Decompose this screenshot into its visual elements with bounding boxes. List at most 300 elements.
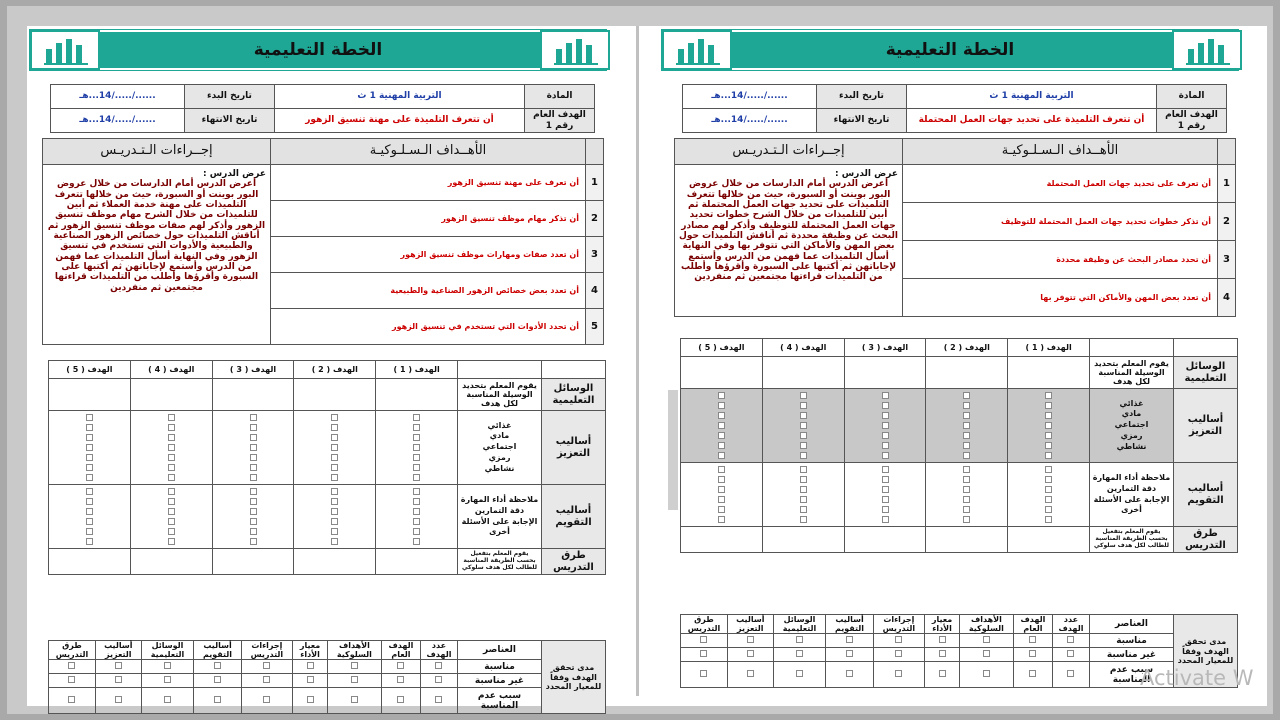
checkbox[interactable] xyxy=(351,676,358,683)
checkbox[interactable] xyxy=(331,474,338,481)
checkbox[interactable] xyxy=(250,528,257,535)
checkbox[interactable] xyxy=(882,442,889,449)
checkbox[interactable] xyxy=(895,650,902,657)
reinforce-cell xyxy=(762,389,844,463)
element-header: الهدف العام xyxy=(381,641,420,660)
checkbox[interactable] xyxy=(796,636,803,643)
coverage-cell[interactable] xyxy=(1013,648,1052,662)
checkbox[interactable] xyxy=(86,528,93,535)
coverage-cell[interactable] xyxy=(1013,662,1052,688)
checkbox[interactable] xyxy=(1045,452,1052,459)
checkbox[interactable] xyxy=(1067,650,1074,657)
evaluate-cell xyxy=(681,463,763,527)
checkbox[interactable] xyxy=(718,432,725,439)
checkbox[interactable] xyxy=(747,636,754,643)
means-cell[interactable] xyxy=(1008,357,1090,389)
evaluate-item: أخرى xyxy=(1121,505,1142,515)
reinforce-item: غذائي xyxy=(487,420,512,430)
checkbox[interactable] xyxy=(86,474,93,481)
row-unsuitable: غير مناسبة xyxy=(1090,648,1174,662)
checkbox[interactable] xyxy=(68,662,75,669)
checkbox[interactable] xyxy=(168,434,175,441)
checkbox[interactable] xyxy=(168,538,175,545)
checkbox[interactable] xyxy=(1045,486,1052,493)
element-header: الأهداف السلوكية xyxy=(959,615,1013,634)
checkbox[interactable] xyxy=(214,696,221,703)
checkbox[interactable] xyxy=(1045,442,1052,449)
reinforce-list xyxy=(1090,389,1174,463)
checkbox[interactable] xyxy=(413,424,420,431)
checkbox[interactable] xyxy=(963,392,970,399)
checkbox[interactable] xyxy=(168,444,175,451)
checkbox[interactable] xyxy=(250,434,257,441)
checkbox[interactable] xyxy=(1045,466,1052,473)
checkbox[interactable] xyxy=(413,464,420,471)
checkbox[interactable] xyxy=(168,508,175,515)
checkbox[interactable] xyxy=(413,444,420,451)
element-header: أساليب التقويم xyxy=(194,641,241,660)
methods-cell[interactable] xyxy=(844,527,926,553)
evaluation-table xyxy=(48,360,606,575)
checkbox[interactable] xyxy=(331,434,338,441)
checkbox[interactable] xyxy=(435,676,442,683)
coverage-cell[interactable] xyxy=(381,660,420,674)
coverage-cell[interactable] xyxy=(681,648,728,662)
checkbox[interactable] xyxy=(168,518,175,525)
checkbox[interactable] xyxy=(1045,506,1052,513)
checkbox[interactable] xyxy=(939,636,946,643)
checkbox[interactable] xyxy=(800,452,807,459)
checkbox[interactable] xyxy=(413,454,420,461)
checkbox[interactable] xyxy=(331,508,338,515)
methods-cell[interactable] xyxy=(1008,527,1090,553)
means-sub: يقوم المعلم بتحديد الوسيلة المناسبة لكل هدف xyxy=(1090,357,1174,389)
checkbox[interactable] xyxy=(718,402,725,409)
methods-cell[interactable] xyxy=(681,527,763,553)
means-sub: يقوم المعلم بتحديد الوسيلة المناسبة لكل هدف xyxy=(458,379,542,411)
end-date-value: ....../...../14...هـ xyxy=(51,109,185,133)
methods-cell[interactable] xyxy=(926,527,1008,553)
methods-cell[interactable] xyxy=(762,527,844,553)
coverage-cell[interactable] xyxy=(727,648,773,662)
checkbox[interactable] xyxy=(1045,402,1052,409)
checkbox[interactable] xyxy=(331,454,338,461)
evaluate-item: الإجابة على الأسئلة xyxy=(461,516,538,526)
evaluate-item: أخرى xyxy=(489,527,510,537)
checkbox[interactable] xyxy=(168,528,175,535)
checkbox[interactable] xyxy=(413,508,420,515)
means-cell[interactable] xyxy=(844,357,926,389)
checkbox[interactable] xyxy=(307,696,314,703)
coverage-cell[interactable] xyxy=(1013,634,1052,648)
checkbox[interactable] xyxy=(250,474,257,481)
checkbox[interactable] xyxy=(168,414,175,421)
coverage-cell[interactable] xyxy=(381,674,420,688)
coverage-cell[interactable] xyxy=(241,660,293,674)
checkbox[interactable] xyxy=(939,670,946,677)
coverage-cell[interactable] xyxy=(826,648,873,662)
checkbox[interactable] xyxy=(846,670,853,677)
checkbox[interactable] xyxy=(800,412,807,419)
means-cell[interactable] xyxy=(926,357,1008,389)
checkbox[interactable] xyxy=(250,498,257,505)
checkbox[interactable] xyxy=(86,488,93,495)
coverage-cell[interactable] xyxy=(327,688,381,714)
chart-logo-icon xyxy=(540,30,610,70)
checkbox[interactable] xyxy=(263,676,270,683)
checkbox[interactable] xyxy=(747,670,754,677)
checkbox[interactable] xyxy=(800,516,807,523)
checkbox[interactable] xyxy=(214,676,221,683)
checkbox[interactable] xyxy=(963,452,970,459)
coverage-cell[interactable] xyxy=(1052,662,1089,688)
checkbox[interactable] xyxy=(963,476,970,483)
checkbox[interactable] xyxy=(435,696,442,703)
evaluate-cell xyxy=(762,463,844,527)
checkbox[interactable] xyxy=(413,498,420,505)
checkbox[interactable] xyxy=(882,432,889,439)
objective-item: أن تعدد صفات ومهارات موظف تنسيق الزهور xyxy=(271,237,586,273)
goal-header: الهدف ( 4 ) xyxy=(130,361,212,379)
coverage-cell[interactable] xyxy=(959,634,1013,648)
checkbox[interactable] xyxy=(115,696,122,703)
coverage-cell[interactable] xyxy=(1052,648,1089,662)
checkbox[interactable] xyxy=(718,452,725,459)
checkbox[interactable] xyxy=(250,424,257,431)
checkbox[interactable] xyxy=(882,516,889,523)
checkbox[interactable] xyxy=(895,670,902,677)
coverage-cell[interactable] xyxy=(873,662,925,688)
checkbox[interactable] xyxy=(718,412,725,419)
checkbox[interactable] xyxy=(413,538,420,545)
checkbox[interactable] xyxy=(700,636,707,643)
means-cell[interactable] xyxy=(294,379,376,411)
checkbox[interactable] xyxy=(718,486,725,493)
checkbox[interactable] xyxy=(331,518,338,525)
means-cell[interactable] xyxy=(49,379,131,411)
goal-header: الهدف ( 4 ) xyxy=(762,339,844,357)
checkbox[interactable] xyxy=(800,496,807,503)
coverage-cell[interactable] xyxy=(873,634,925,648)
methods-cell[interactable] xyxy=(376,549,458,575)
evaluate-cell xyxy=(926,463,1008,527)
row-unsuitable: غير مناسبة xyxy=(458,674,542,688)
coverage-cell[interactable] xyxy=(241,674,293,688)
checkbox[interactable] xyxy=(86,444,93,451)
checkbox[interactable] xyxy=(413,528,420,535)
means-cell[interactable] xyxy=(762,357,844,389)
checkbox[interactable] xyxy=(331,414,338,421)
checkbox[interactable] xyxy=(800,506,807,513)
coverage-cell[interactable] xyxy=(959,662,1013,688)
methods-cell[interactable] xyxy=(49,549,131,575)
coverage-cell[interactable] xyxy=(141,688,194,714)
checkbox[interactable] xyxy=(718,392,725,399)
checkbox[interactable] xyxy=(168,474,175,481)
means-cell[interactable] xyxy=(212,379,294,411)
element-header: إجراءات التدريس xyxy=(873,615,925,634)
checkbox[interactable] xyxy=(86,434,93,441)
checkbox[interactable] xyxy=(331,538,338,545)
checkbox[interactable] xyxy=(168,424,175,431)
procedure-cell xyxy=(43,165,271,345)
checkbox[interactable] xyxy=(413,434,420,441)
checkbox[interactable] xyxy=(1067,670,1074,677)
coverage-cell[interactable] xyxy=(727,634,773,648)
checkbox[interactable] xyxy=(397,696,404,703)
checkbox[interactable] xyxy=(800,466,807,473)
goal-value: أن تتعرف التلميذة على مهنة تنسيق الزهور xyxy=(275,109,525,133)
coverage-cell[interactable] xyxy=(420,660,457,674)
coverage-cell[interactable] xyxy=(420,688,457,714)
checkbox[interactable] xyxy=(68,676,75,683)
reinforce-cell xyxy=(844,389,926,463)
element-header: أساليب التقويم xyxy=(826,615,873,634)
coverage-cell[interactable] xyxy=(141,674,194,688)
coverage-cell[interactable] xyxy=(49,688,96,714)
element-header: معيار الأداء xyxy=(925,615,960,634)
checkbox[interactable] xyxy=(963,496,970,503)
checkbox[interactable] xyxy=(115,676,122,683)
objective-number: 4 xyxy=(586,273,604,309)
reinforce-item: رمزي xyxy=(1120,430,1143,440)
checkbox[interactable] xyxy=(963,442,970,449)
checkbox[interactable] xyxy=(800,402,807,409)
checkbox[interactable] xyxy=(882,392,889,399)
coverage-cell[interactable] xyxy=(49,674,96,688)
checkbox[interactable] xyxy=(1029,636,1036,643)
start-date-label: تاريخ البدء xyxy=(185,85,275,109)
checkbox[interactable] xyxy=(1045,516,1052,523)
coverage-cell[interactable] xyxy=(420,674,457,688)
checkbox[interactable] xyxy=(250,508,257,515)
checkbox[interactable] xyxy=(164,696,171,703)
checkbox[interactable] xyxy=(882,422,889,429)
checkbox[interactable] xyxy=(351,662,358,669)
checkbox[interactable] xyxy=(164,662,171,669)
checkbox[interactable] xyxy=(963,466,970,473)
checkbox[interactable] xyxy=(983,670,990,677)
checkbox[interactable] xyxy=(800,432,807,439)
checkbox[interactable] xyxy=(963,486,970,493)
coverage-cell[interactable] xyxy=(293,660,328,674)
checkbox[interactable] xyxy=(1045,476,1052,483)
checkbox[interactable] xyxy=(963,506,970,513)
checkbox[interactable] xyxy=(796,670,803,677)
reinforce-item: اجتماعي xyxy=(482,442,517,452)
coverage-cell[interactable] xyxy=(925,634,960,648)
row-reason: سبب عدم المناسبة xyxy=(458,688,542,714)
checkbox[interactable] xyxy=(68,696,75,703)
checkbox[interactable] xyxy=(263,696,270,703)
checkbox[interactable] xyxy=(895,636,902,643)
coverage-cell[interactable] xyxy=(925,648,960,662)
means-cell[interactable] xyxy=(130,379,212,411)
checkbox[interactable] xyxy=(963,516,970,523)
page-title: الخطة التعليمية xyxy=(253,40,383,60)
checkbox[interactable] xyxy=(1067,636,1074,643)
objective-item: أن تحدد مصادر البحث عن وظيفة محددة xyxy=(903,241,1218,279)
subject-label: المادة xyxy=(1157,85,1227,109)
checkbox[interactable] xyxy=(263,662,270,669)
checkbox[interactable] xyxy=(800,422,807,429)
methods-cell[interactable] xyxy=(212,549,294,575)
checkbox[interactable] xyxy=(1045,422,1052,429)
coverage-cell[interactable] xyxy=(681,634,728,648)
checkbox[interactable] xyxy=(413,488,420,495)
checkbox[interactable] xyxy=(882,476,889,483)
coverage-label: مدى تحقق الهدف وفقاً للمعيار المحدد xyxy=(1174,615,1238,688)
checkbox[interactable] xyxy=(1029,670,1036,677)
checkbox[interactable] xyxy=(882,412,889,419)
checkbox[interactable] xyxy=(882,486,889,493)
checkbox[interactable] xyxy=(250,488,257,495)
checkbox[interactable] xyxy=(250,414,257,421)
checkbox[interactable] xyxy=(796,650,803,657)
checkbox[interactable] xyxy=(250,538,257,545)
checkbox[interactable] xyxy=(963,402,970,409)
checkbox[interactable] xyxy=(718,466,725,473)
coverage-cell[interactable] xyxy=(95,688,141,714)
checkbox[interactable] xyxy=(963,432,970,439)
checkbox[interactable] xyxy=(700,650,707,657)
checkbox[interactable] xyxy=(983,636,990,643)
coverage-cell[interactable] xyxy=(241,688,293,714)
checkbox[interactable] xyxy=(1045,392,1052,399)
checkbox[interactable] xyxy=(963,422,970,429)
checkbox[interactable] xyxy=(86,498,93,505)
coverage-cell[interactable] xyxy=(773,648,826,662)
checkbox[interactable] xyxy=(882,452,889,459)
coverage-cell[interactable] xyxy=(194,688,241,714)
checkbox[interactable] xyxy=(331,528,338,535)
checkbox[interactable] xyxy=(168,454,175,461)
checkbox[interactable] xyxy=(413,414,420,421)
checkbox[interactable] xyxy=(718,496,725,503)
checkbox[interactable] xyxy=(331,444,338,451)
checkbox[interactable] xyxy=(86,508,93,515)
coverage-cell[interactable] xyxy=(773,662,826,688)
checkbox[interactable] xyxy=(800,442,807,449)
page-divider xyxy=(636,26,639,696)
checkbox[interactable] xyxy=(397,676,404,683)
checkbox[interactable] xyxy=(882,466,889,473)
checkbox[interactable] xyxy=(164,676,171,683)
checkbox[interactable] xyxy=(718,442,725,449)
checkbox[interactable] xyxy=(939,650,946,657)
checkbox[interactable] xyxy=(331,464,338,471)
checkbox[interactable] xyxy=(800,476,807,483)
coverage-cell[interactable] xyxy=(327,674,381,688)
checkbox[interactable] xyxy=(882,506,889,513)
checkbox[interactable] xyxy=(168,464,175,471)
checkbox[interactable] xyxy=(882,496,889,503)
checkbox[interactable] xyxy=(882,402,889,409)
checkbox[interactable] xyxy=(397,662,404,669)
coverage-cell[interactable] xyxy=(95,674,141,688)
checkbox[interactable] xyxy=(351,696,358,703)
checkbox[interactable] xyxy=(1045,496,1052,503)
methods-cell[interactable] xyxy=(294,549,376,575)
checkbox[interactable] xyxy=(214,662,221,669)
methods-cell[interactable] xyxy=(130,549,212,575)
coverage-cell[interactable] xyxy=(727,662,773,688)
checkbox[interactable] xyxy=(250,454,257,461)
checkbox[interactable] xyxy=(250,464,257,471)
coverage-cell[interactable] xyxy=(95,660,141,674)
checkbox[interactable] xyxy=(331,424,338,431)
coverage-cell[interactable] xyxy=(194,660,241,674)
coverage-cell[interactable] xyxy=(141,660,194,674)
coverage-cell[interactable] xyxy=(293,688,328,714)
checkbox[interactable] xyxy=(435,662,442,669)
checkbox[interactable] xyxy=(718,476,725,483)
coverage-cell[interactable] xyxy=(959,648,1013,662)
coverage-cell[interactable] xyxy=(194,674,241,688)
checkbox[interactable] xyxy=(1045,412,1052,419)
checkbox[interactable] xyxy=(115,662,122,669)
checkbox[interactable] xyxy=(846,650,853,657)
checkbox[interactable] xyxy=(86,454,93,461)
coverage-cell[interactable] xyxy=(826,662,873,688)
checkbox[interactable] xyxy=(747,650,754,657)
checkbox[interactable] xyxy=(1029,650,1036,657)
checkbox[interactable] xyxy=(413,474,420,481)
coverage-cell[interactable] xyxy=(1052,634,1089,648)
coverage-cell[interactable] xyxy=(773,634,826,648)
checkbox[interactable] xyxy=(250,444,257,451)
checkbox[interactable] xyxy=(963,412,970,419)
checkbox[interactable] xyxy=(86,518,93,525)
coverage-cell[interactable] xyxy=(327,660,381,674)
lesson-heading: عرض الدرس : xyxy=(203,169,266,179)
checkbox[interactable] xyxy=(800,392,807,399)
checkbox[interactable] xyxy=(983,650,990,657)
checkbox[interactable] xyxy=(800,486,807,493)
coverage-cell[interactable] xyxy=(925,662,960,688)
checkbox[interactable] xyxy=(307,662,314,669)
checkbox[interactable] xyxy=(718,516,725,523)
coverage-cell[interactable] xyxy=(293,674,328,688)
checkbox[interactable] xyxy=(250,518,257,525)
checkbox[interactable] xyxy=(718,506,725,513)
checkbox[interactable] xyxy=(86,464,93,471)
checkbox[interactable] xyxy=(331,498,338,505)
coverage-table xyxy=(48,640,606,714)
means-cell[interactable] xyxy=(681,357,763,389)
checkbox[interactable] xyxy=(1045,432,1052,439)
checkbox[interactable] xyxy=(413,518,420,525)
checkbox[interactable] xyxy=(331,488,338,495)
coverage-cell[interactable] xyxy=(49,660,96,674)
objective-item: أن تعدد بعض خصائص الزهور الصناعية والطبيعية xyxy=(271,273,586,309)
checkbox[interactable] xyxy=(168,498,175,505)
coverage-cell[interactable] xyxy=(873,648,925,662)
means-cell[interactable] xyxy=(376,379,458,411)
checkbox[interactable] xyxy=(86,424,93,431)
methods-label: طرق التدريس xyxy=(542,549,606,575)
checkbox[interactable] xyxy=(718,422,725,429)
coverage-cell[interactable] xyxy=(681,662,728,688)
checkbox[interactable] xyxy=(86,414,93,421)
checkbox[interactable] xyxy=(168,488,175,495)
checkbox[interactable] xyxy=(307,676,314,683)
checkbox[interactable] xyxy=(700,670,707,677)
checkbox[interactable] xyxy=(86,538,93,545)
coverage-cell[interactable] xyxy=(826,634,873,648)
checkbox[interactable] xyxy=(846,636,853,643)
coverage-cell[interactable] xyxy=(381,688,420,714)
